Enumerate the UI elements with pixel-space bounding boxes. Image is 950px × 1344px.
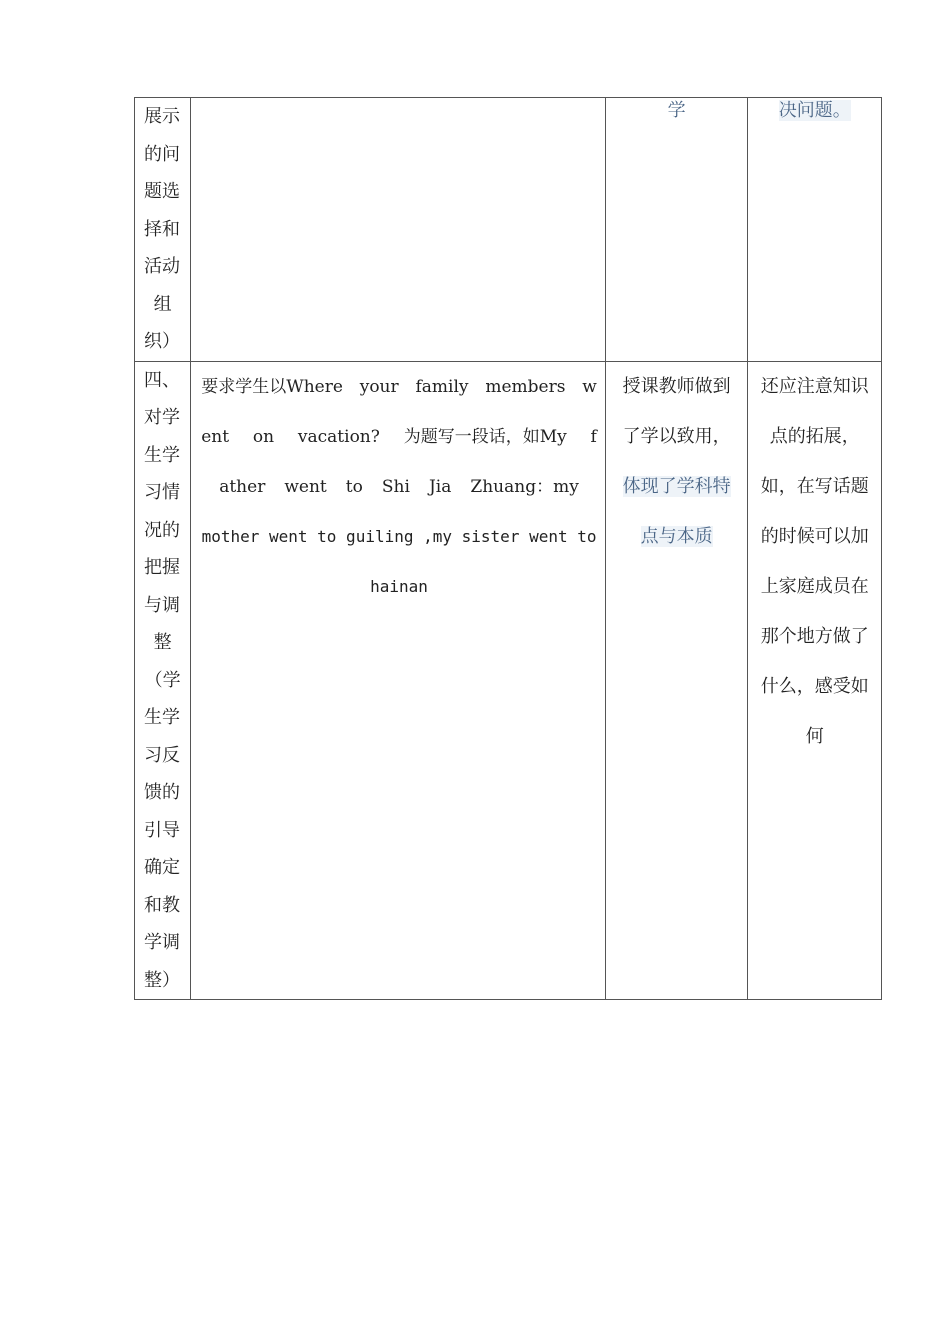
lesson-evaluation-table xyxy=(134,97,882,1000)
category-line: 学调 xyxy=(144,932,180,953)
suggestion-line: 还应注意知识 xyxy=(760,375,869,397)
evaluation-line: 了学以致用， xyxy=(622,425,731,447)
suggestion-text: 决问题。 xyxy=(778,100,851,121)
category-line: 题选 xyxy=(144,181,180,202)
category-line: 习反 xyxy=(144,744,180,766)
row1-category-cell xyxy=(135,98,191,362)
category-line: 馈的 xyxy=(144,782,180,803)
row1-content-cell xyxy=(191,98,606,362)
category-line: 引导 xyxy=(144,819,180,841)
content-line: 要求学生以Where your family members w xyxy=(201,376,597,397)
suggestion-line: 的时候可以加 xyxy=(760,525,869,547)
evaluation-line: 授课教师做到 xyxy=(622,375,731,397)
category-line: 和教 xyxy=(144,894,180,916)
row1-suggestion-cell xyxy=(748,98,882,362)
category-line: 展示 xyxy=(144,106,180,127)
content-line: ather went to Shi Jia Zhuang：my xyxy=(219,476,579,497)
category-line: 织） xyxy=(144,331,180,352)
row2-suggestion-cell xyxy=(748,361,882,1000)
category-line: 对学 xyxy=(144,407,180,428)
row2-evaluation-cell xyxy=(605,361,748,1000)
category-line: 生学 xyxy=(144,444,180,466)
category-line: 的问 xyxy=(144,143,180,165)
row1-evaluation-cell xyxy=(605,98,748,362)
category-line: 整 xyxy=(153,632,172,653)
suggestion-line: 上家庭成员在 xyxy=(760,575,869,597)
category-line: 活动 xyxy=(144,256,180,277)
category-line: 整） xyxy=(144,969,180,991)
category-line: 四、 xyxy=(144,369,180,391)
evaluation-text: 学 xyxy=(667,100,686,121)
content-line: hainan xyxy=(370,576,428,596)
table-row xyxy=(135,98,882,362)
evaluation-line: 体现了学科特 xyxy=(622,475,731,497)
suggestion-line: 那个地方做了 xyxy=(760,625,869,647)
category-line: 习情 xyxy=(144,482,180,503)
category-line: 与调 xyxy=(144,594,180,616)
content-line: mother went to guiling ,my sister went to xyxy=(201,526,597,546)
row2-content-cell xyxy=(191,361,606,1000)
category-line: 况的 xyxy=(144,519,180,541)
content-line: ent on vacation? 为题写一段话，如My f xyxy=(201,426,597,447)
table-row xyxy=(135,361,882,1000)
category-line: 确定 xyxy=(144,857,180,878)
suggestion-line: 点的拓展， xyxy=(769,425,860,447)
category-line: 把握 xyxy=(144,557,180,578)
category-line: 择和 xyxy=(144,218,180,240)
suggestion-line: 如，在写话题 xyxy=(760,475,869,497)
suggestion-line: 什么，感受如 xyxy=(760,675,869,697)
evaluation-line: 点与本质 xyxy=(640,525,713,547)
row2-category-cell xyxy=(135,361,191,1000)
category-line: 生学 xyxy=(144,707,180,728)
category-line: （学 xyxy=(144,669,181,691)
category-line: 组 xyxy=(153,293,172,315)
suggestion-line: 何 xyxy=(805,725,824,747)
